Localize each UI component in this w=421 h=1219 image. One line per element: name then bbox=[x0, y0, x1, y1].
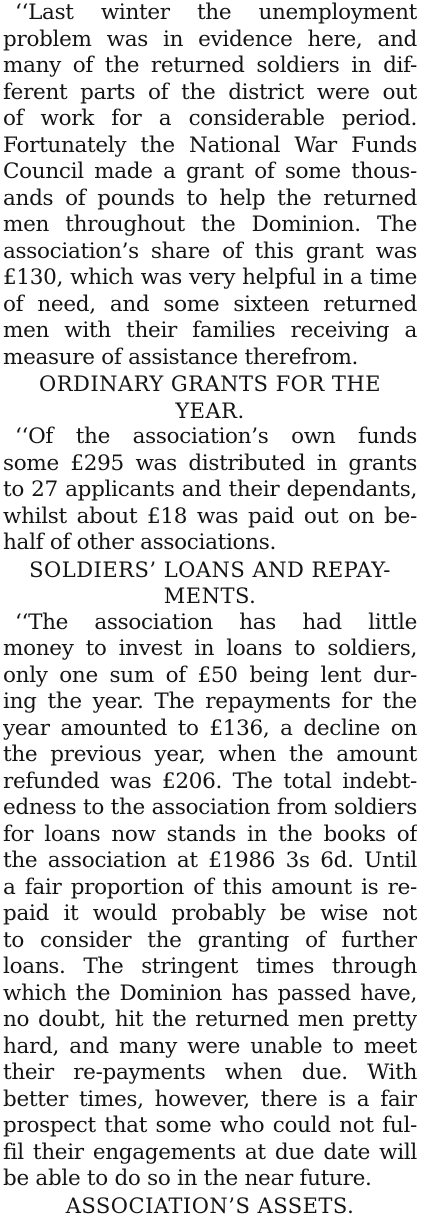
text-line: better times, however, there is a fair bbox=[3, 1087, 417, 1114]
text-line: problem was in evidence here, and bbox=[3, 27, 417, 54]
heading-line: SOLDIERS’ LOANS AND REPAY- bbox=[3, 557, 417, 584]
text-line: the association at £1986 3s 6d. Until bbox=[3, 848, 417, 875]
text-line: refunded was £206. The total indebt- bbox=[3, 769, 417, 796]
text-line: men throughout the Dominion. The bbox=[3, 212, 417, 239]
text-line: whilst about £18 was paid out on be- bbox=[3, 504, 417, 531]
heading-line: MENTS. bbox=[3, 583, 417, 610]
text-line: ands of pounds to help the returned bbox=[3, 186, 417, 213]
text-line: £130, which was very helpful in a time bbox=[3, 265, 417, 292]
text-line: Fortunately the National War Funds bbox=[3, 133, 417, 160]
text-line: ‘‘Of the association’s own funds bbox=[3, 424, 417, 451]
text-line: ‘‘The association has had little bbox=[3, 610, 417, 637]
text-line: which the Dominion has passed have, bbox=[3, 981, 417, 1008]
section-heading bbox=[3, 371, 417, 424]
text-line: the previous year, when the amount bbox=[3, 742, 417, 769]
text-line: half of other associations. bbox=[3, 530, 417, 557]
text-line: ing the year. The repayments for the bbox=[3, 689, 417, 716]
article-paragraph bbox=[3, 610, 417, 1193]
text-line: year amounted to £136, a decline on bbox=[3, 716, 417, 743]
text-line: men with their families receiving a bbox=[3, 318, 417, 345]
text-line: Council made a grant of some thous- bbox=[3, 159, 417, 186]
text-line: a fair proportion of this amount is re- bbox=[3, 875, 417, 902]
text-line: no doubt, hit the returned men pretty bbox=[3, 1007, 417, 1034]
text-line: of work for a considerable period. bbox=[3, 106, 417, 133]
text-line: their re-payments when due. With bbox=[3, 1060, 417, 1087]
text-line: some £295 was distributed in grants bbox=[3, 451, 417, 478]
text-line: association’s share of this grant was bbox=[3, 239, 417, 266]
text-line: to 27 applicants and their dependants, bbox=[3, 477, 417, 504]
text-line: paid it would probably be wise not bbox=[3, 901, 417, 928]
text-line: many of the returned soldiers in dif- bbox=[3, 53, 417, 80]
text-line: for loans now stands in the books of bbox=[3, 822, 417, 849]
text-line: loans. The stringent times through bbox=[3, 954, 417, 981]
section-heading bbox=[3, 1193, 417, 1219]
text-line: money to invest in loans to soldiers, bbox=[3, 636, 417, 663]
text-line: hard, and many were unable to meet bbox=[3, 1034, 417, 1061]
text-line: only one sum of £50 being lent dur- bbox=[3, 663, 417, 690]
article-paragraph bbox=[3, 424, 417, 557]
heading-line: YEAR. bbox=[3, 398, 417, 425]
heading-line: ORDINARY GRANTS FOR THE bbox=[3, 371, 417, 398]
section-heading bbox=[3, 557, 417, 610]
text-line: be able to do so in the near future. bbox=[3, 1166, 417, 1193]
text-line: prospect that some who could not ful- bbox=[3, 1113, 417, 1140]
text-line: edness to the association from soldiers bbox=[3, 795, 417, 822]
text-line: to consider the granting of further bbox=[3, 928, 417, 955]
text-line: measure of assistance therefrom. bbox=[3, 345, 417, 372]
article-paragraph bbox=[3, 0, 417, 371]
text-line: ferent parts of the district were out bbox=[3, 80, 417, 107]
text-line: ‘‘Last winter the unemployment bbox=[3, 0, 417, 27]
text-line: of need, and some sixteen returned bbox=[3, 292, 417, 319]
text-line: fil their engagements at due date will bbox=[3, 1140, 417, 1167]
heading-line: ASSOCIATION’S ASSETS. bbox=[3, 1193, 417, 1219]
